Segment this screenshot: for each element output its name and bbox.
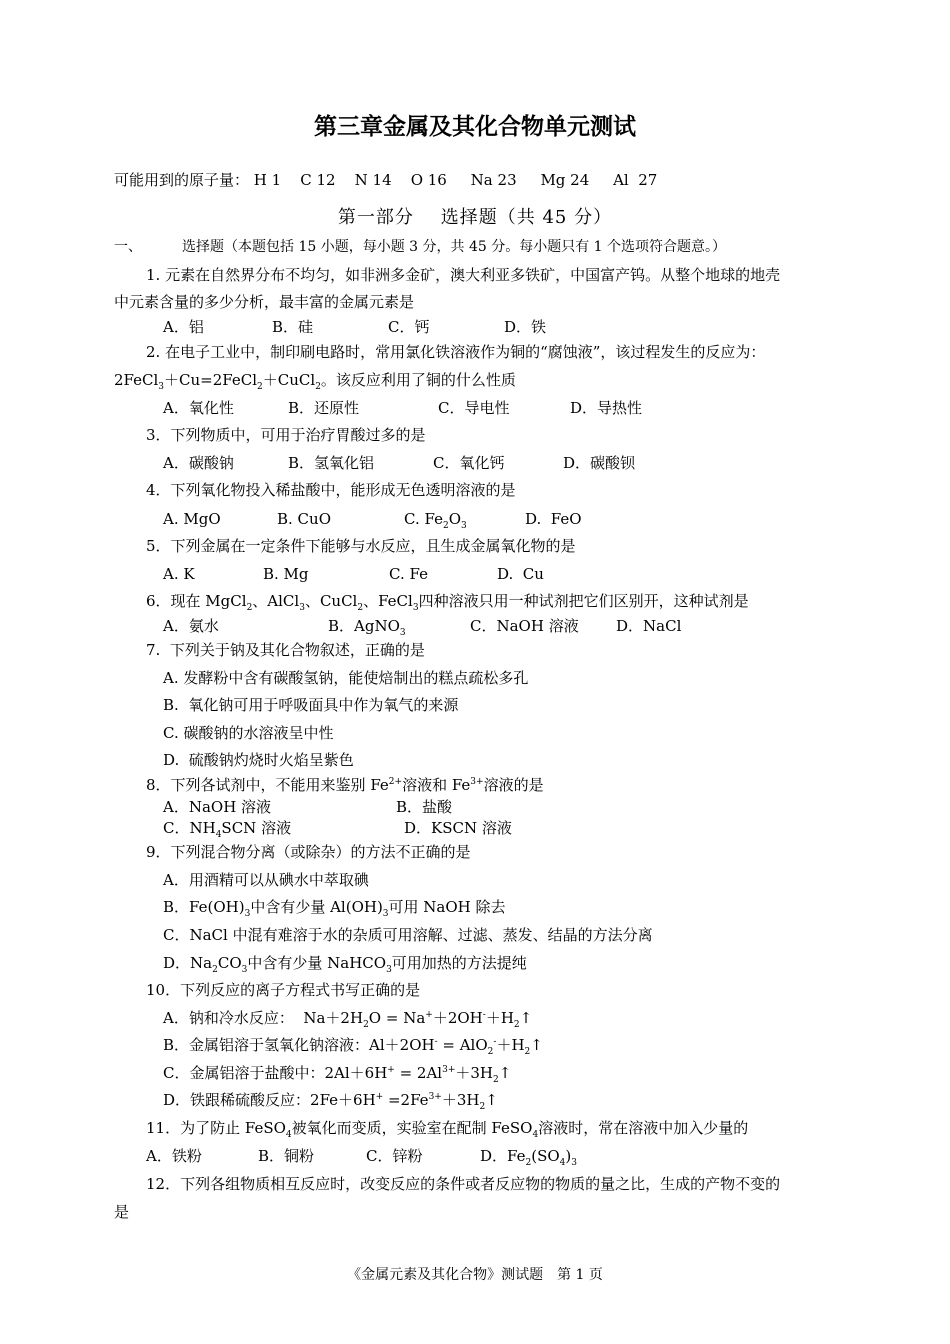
q6-option-c: C．NaOH 溶液 (470, 617, 579, 635)
page-footer (0, 1265, 950, 1285)
question-1-line-2: 中元素含量的多少分析，最丰富的金属元素是 (114, 293, 415, 311)
q10-option-a: A．钠和冷水反应： $Na+2H_2O$ = $Na^++2OH^-+H_2↑$ (163, 1009, 533, 1030)
q6-option-b: B．AgNO$_3$ (328, 617, 406, 638)
q11-option-c: C．锌粉 (366, 1147, 423, 1165)
q9-option-b: B．$Fe(OH)_3$中含有少量 $Al(OH)_3$可用 NaOH 除去 (163, 898, 506, 919)
question-4: 4．下列氧化物投入稀盐酸中，能形成无色透明溶液的是 (146, 481, 516, 499)
question-5: 5．下列金属在一定条件下能够与水反应，且生成金属氧化物的是 (146, 537, 576, 555)
question-3: 3．下列物质中，可用于治疗胃酸过多的是 (146, 426, 426, 444)
q2-option-c: C．导电性 (438, 399, 510, 417)
q4-option-c: C. $Fe_2O_3$ (404, 510, 467, 531)
q8-option-a: A．NaOH 溶液 (163, 798, 272, 816)
q10-option-c: C．金属铝溶于盐酸中：$2Al+6H^+ = 2Al^{3+}+3H_2↑$ (163, 1064, 512, 1085)
q11-option-b: B．铜粉 (258, 1147, 315, 1165)
q6-option-d: D．NaCl (616, 617, 682, 635)
instruction-number: 一、 (114, 239, 142, 255)
q1-option-b: B．硅 (272, 318, 314, 336)
instruction: 选择题（本题包括 15 小题，每小题 3 分，共 45 分。每小题只有 1 个选项符合题意。） (182, 239, 727, 255)
question-12-line-2: 是 (114, 1203, 130, 1221)
q8-option-c: C．$NH_4SCN$ 溶液 (163, 819, 292, 840)
q3-option-c: C．氧化钙 (433, 454, 505, 472)
q3-option-d: D．碳酸钡 (563, 454, 636, 472)
q9-option-a: A．用酒精可以从碘水中萃取碘 (163, 871, 369, 889)
q6-option-a: A．氨水 (163, 617, 219, 635)
q10-option-d: D．铁跟稀硫酸反应：$2Fe+6H^+ =2Fe^{3+}+3H_2↑$ (163, 1091, 498, 1112)
question-10: 10．下列反应的离子方程式书写正确的是 (146, 981, 421, 999)
question-9: 9．下列混合物分离（或除杂）的方法不正确的是 (146, 843, 471, 861)
q5-option-a: A. K (163, 565, 195, 583)
footer-page-number: 第 1 页 (557, 1267, 603, 1283)
atomic-masses: 可能用到的原子量： H 1 C 12 N 14 O 16 Na 23 Mg 24 Al 27 (114, 171, 658, 189)
page-title: 第三章金属及其化合物单元测试 (314, 114, 636, 140)
question-1-line-1: 1. 元素在自然界分布不均匀，如非洲多金矿，澳大利亚多铁矿，中国富产钨。从整个地球的地壳 (146, 266, 781, 284)
q7-option-a: A. 发酵粉中含有碳酸氢钠，能使焙制出的糕点疏松多孔 (163, 669, 529, 687)
section-title: 第一部分 选择题（共 45 分） (337, 207, 613, 228)
q7-option-c: C. 碳酸钠的水溶液呈中性 (163, 724, 334, 742)
question-6: 6．现在 MgCl$_2$、AlCl$_3$、CuCl$_2$、FeCl$_3$四种溶液只用一种试剂把它们区别开，这种试剂是 (146, 592, 749, 613)
q5-option-b: B. Mg (263, 565, 309, 583)
q7-option-b: B. 氧化钠可用于呼吸面具中作为氧气的来源 (163, 696, 459, 714)
q4-option-b: B. CuO (277, 510, 331, 528)
q1-option-a: A．铝 (163, 318, 204, 336)
q4-option-a: A. MgO (163, 510, 221, 528)
q8-option-d: D．KSCN 溶液 (404, 819, 512, 837)
q4-option-d: D. FeO (525, 510, 582, 528)
question-11: 11．为了防止 FeSO$_4$被氧化而变质，实验室在配制 FeSO$_4$溶液时，常在溶液中加入少量的 (146, 1119, 749, 1140)
footer-book-title: 《金属元素及其化合物》测试题 (347, 1267, 544, 1283)
q11-option-a: A．铁粉 (146, 1147, 202, 1165)
q11-option-d: D．$Fe_2(SO_4)_3$ (480, 1147, 577, 1168)
question-7: 7. 下列关于钠及其化合物叙述，正确的是 (146, 641, 425, 659)
q10-option-b: B．金属铝溶于氢氧化钠溶液：$Al+2OH^- = AlO_2^-+H_2↑$ (163, 1036, 543, 1057)
q2-option-d: D．导热性 (570, 399, 643, 417)
q1-option-d: D．铁 (504, 318, 547, 336)
q3-option-b: B．氢氧化铝 (288, 454, 375, 472)
q8-option-b: B．盐酸 (396, 798, 453, 816)
q1-option-c: C．钙 (388, 318, 430, 336)
question-2-line-2: 2FeCl$_3$＋Cu=2FeCl$_2$＋CuCl$_2$。该反应利用了铜的什么性质 (114, 371, 516, 392)
q5-option-d: D. Cu (497, 565, 544, 583)
q7-option-d: D. 硫酸钠灼烧时火焰呈紫色 (163, 751, 354, 769)
q9-option-c: C．NaCl 中混有难溶于水的杂质可用溶解、过滤、蒸发、结晶的方法分离 (163, 926, 653, 944)
question-8: 8．下列各试剂中，不能用来鉴别 $Fe^{2+}$溶液和 $Fe^{3+}$溶液的是 (146, 776, 544, 794)
q5-option-c: C. Fe (389, 565, 428, 583)
q3-option-a: A．碳酸钠 (163, 454, 234, 472)
question-12-line-1: 12．下列各组物质相互反应时，改变反应的条件或者反应物的物质的量之比，生成的产物不变的 (146, 1175, 781, 1193)
q9-option-d: D．$Na_2CO_3$中含有少量 NaHCO$_3$可用加热的方法提纯 (163, 954, 527, 975)
q2-option-a: A．氧化性 (163, 399, 234, 417)
q2-option-b: B．还原性 (288, 399, 360, 417)
question-2-line-1: 2. 在电子工业中，制印刷电路时，常用氯化铁溶液作为铜的“腐蚀液”，该过程发生的反应为： (146, 343, 766, 361)
